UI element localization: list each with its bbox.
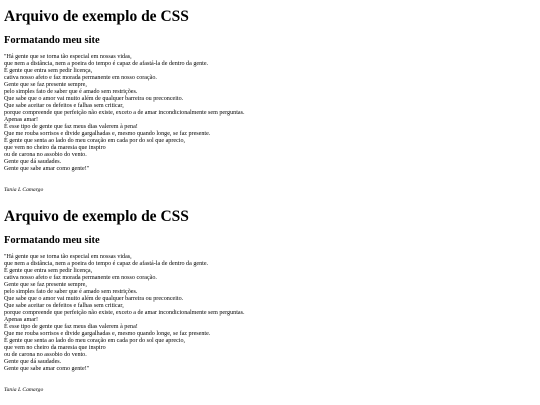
- poem-line: Que me rouba sorrisos e divide gargalhadas e, mesmo quando longe, se faz presente.: [4, 131, 211, 137]
- page-subtitle: Formatando meu site: [4, 35, 100, 46]
- poem-line: Gente que sabe amar como gente!": [4, 366, 90, 372]
- section-2: [4, 200, 536, 400]
- poem-line: É gente que senta ao lado do meu coração em cada por do sol que aprecio,: [4, 138, 186, 144]
- poem-line: Que me rouba sorrisos e divide gargalhadas e, mesmo quando longe, se faz presente.: [4, 331, 211, 337]
- poem-line: pelo simples fato de saber que é amado sem restrições.: [4, 289, 138, 295]
- poem-line: É gente que senta ao lado do meu coração em cada por do sol que aprecio,: [4, 338, 186, 344]
- poem-line: que vem no cheiro da maresia que inspiro: [4, 145, 106, 151]
- poem-line: que vem no cheiro da maresia que inspiro: [4, 345, 106, 351]
- poem-line: É esse tipo de gente que faz meus dias valerem à pena!: [4, 124, 138, 130]
- poem-text: [4, 254, 245, 373]
- poem-line: pelo simples fato de saber que é amado sem restrições.: [4, 89, 138, 95]
- poem-line: Que sabe aceitar os defeitos e falhas sem criticar,: [4, 303, 124, 309]
- poem-line: que nem a distância, nem a poeira do tempo é capaz de afastá-la de dentro da gente.: [4, 261, 209, 267]
- poem-line: Gente que dá saudades.: [4, 159, 62, 165]
- poem-line: Gente que dá saudades.: [4, 359, 62, 365]
- poem-line: É gente que entra sem pedir licença,: [4, 268, 93, 274]
- poem-line: Gente que se faz presente sempre,: [4, 282, 87, 288]
- page-subtitle: Formatando meu site: [4, 235, 100, 246]
- poem-text: [4, 54, 245, 173]
- poem-line: Gente que sabe amar como gente!": [4, 166, 90, 172]
- poem-line: Gente que se faz presente sempre,: [4, 82, 87, 88]
- poem-line: Apenas amar!: [4, 317, 39, 323]
- poem-line: Que sabe aceitar os defeitos e falhas sem criticar,: [4, 103, 124, 109]
- poem-line: "Há gente que se torna tão especial em nossas vidas,: [4, 54, 132, 60]
- poem-line: ou de carona no assobio do vento.: [4, 152, 87, 158]
- poem-author: Tania L Camargo: [4, 187, 44, 193]
- poem-line: cativa nosso afeto e faz morada permanente em nosso coração.: [4, 75, 157, 81]
- document-page: [4, 0, 536, 400]
- poem-author: Tania L Camargo: [4, 387, 44, 393]
- poem-line: É gente que entra sem pedir licença,: [4, 68, 93, 74]
- poem-line: Apenas amar!: [4, 117, 39, 123]
- poem-line: que nem a distância, nem a poeira do tempo é capaz de afastá-la de dentro da gente.: [4, 61, 209, 67]
- section-1: [4, 0, 536, 200]
- poem-line: porque compreende que perfeição não existe, exceto a de amar incondicionalmente sem perguntas.: [4, 310, 245, 316]
- poem-line: Que sabe que o amor vai muito além de qualquer barreira ou preconceito.: [4, 96, 184, 102]
- poem-line: É esse tipo de gente que faz meus dias valerem à pena!: [4, 324, 138, 330]
- poem-line: Que sabe que o amor vai muito além de qualquer barreira ou preconceito.: [4, 296, 184, 302]
- page-title: Arquivo de exemplo de CSS: [4, 208, 189, 225]
- poem-line: ou de carona no assobio do vento.: [4, 352, 87, 358]
- poem-line: cativa nosso afeto e faz morada permanente em nosso coração.: [4, 275, 157, 281]
- poem-line: porque compreende que perfeição não existe, exceto a de amar incondicionalmente sem perguntas.: [4, 110, 245, 116]
- page-title: Arquivo de exemplo de CSS: [4, 8, 189, 25]
- poem-line: "Há gente que se torna tão especial em nossas vidas,: [4, 254, 132, 260]
